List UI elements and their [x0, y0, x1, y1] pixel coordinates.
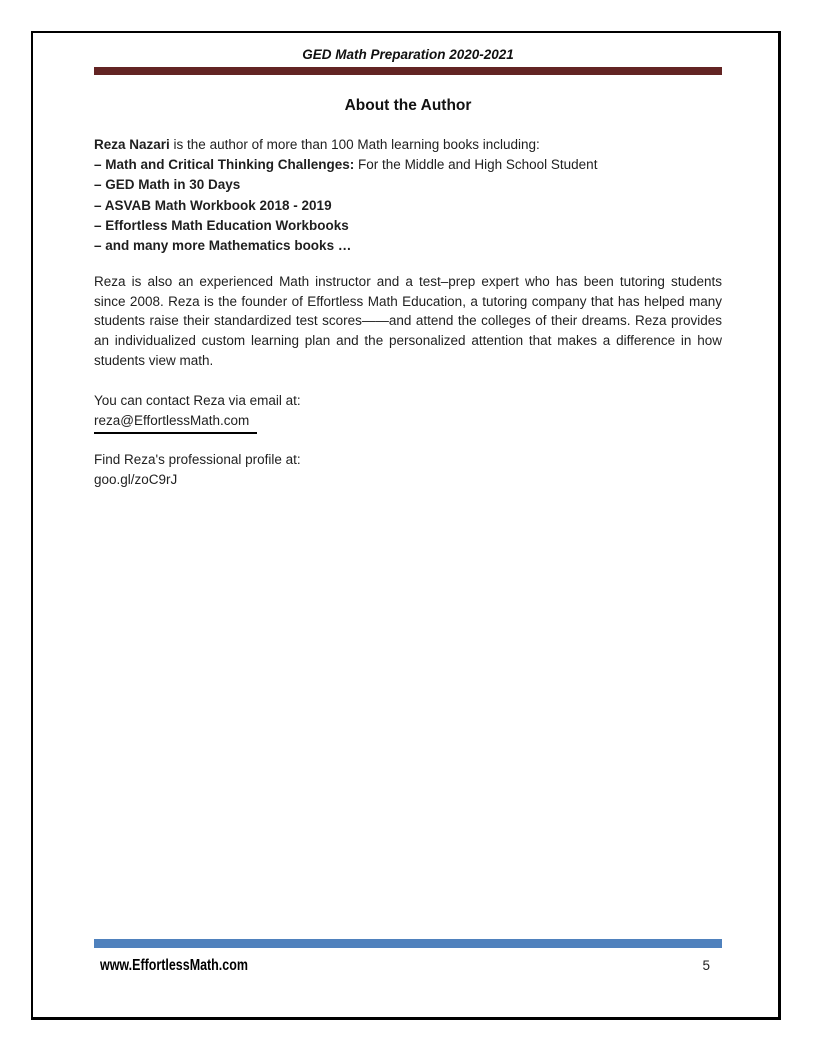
book-list-item: – ASVAB Math Workbook 2018 - 2019 [94, 197, 332, 213]
email-label: You can contact Reza via email at: [94, 393, 301, 408]
page-title: About the Author [344, 97, 472, 114]
book-list-item: – Math and Critical Thinking Challenges: For the Middle and High School Student [94, 157, 598, 173]
footer-website: www.EffortlessMath.com [100, 957, 248, 974]
profile-url: goo.gl/zoC9rJ [94, 472, 178, 487]
contact-email-block [94, 391, 722, 434]
author-bio-paragraph: Reza is also an experienced Math instructor and a test–prep expert who has been tutoring students since 2008. Reza is the founder of Effortless Math Education, a tutoring company that has helped many students raise their standardized test scores——and attend the colleges of their dreams. Reza provides an individualized custom learning plan and the personalized attention that makes a difference in how students view math. [94, 274, 722, 368]
contact-profile-block [94, 450, 722, 490]
header-divider-bar [94, 67, 722, 75]
author-name: Reza Nazari [94, 137, 170, 152]
running-header-title: GED Math Preparation 2020-2021 [302, 47, 514, 62]
email-line [94, 411, 722, 434]
page-footer [94, 957, 722, 975]
email-link[interactable]: reza@EffortlessMath.com [94, 411, 257, 434]
profile-label: Find Reza's professional profile at: [94, 452, 301, 467]
book-list-item: – and many more Mathematics books … [94, 238, 352, 254]
intro-line-text: is the author of more than 100 Math learning books including: [169, 137, 540, 152]
author-intro-block [94, 135, 722, 256]
book-list-item: – GED Math in 30 Days [94, 177, 241, 193]
footer-divider-bar [94, 939, 722, 948]
intro-line [94, 135, 722, 155]
book-list-item: – Effortless Math Education Workbooks [94, 217, 349, 233]
page-number: 5 [702, 958, 710, 973]
